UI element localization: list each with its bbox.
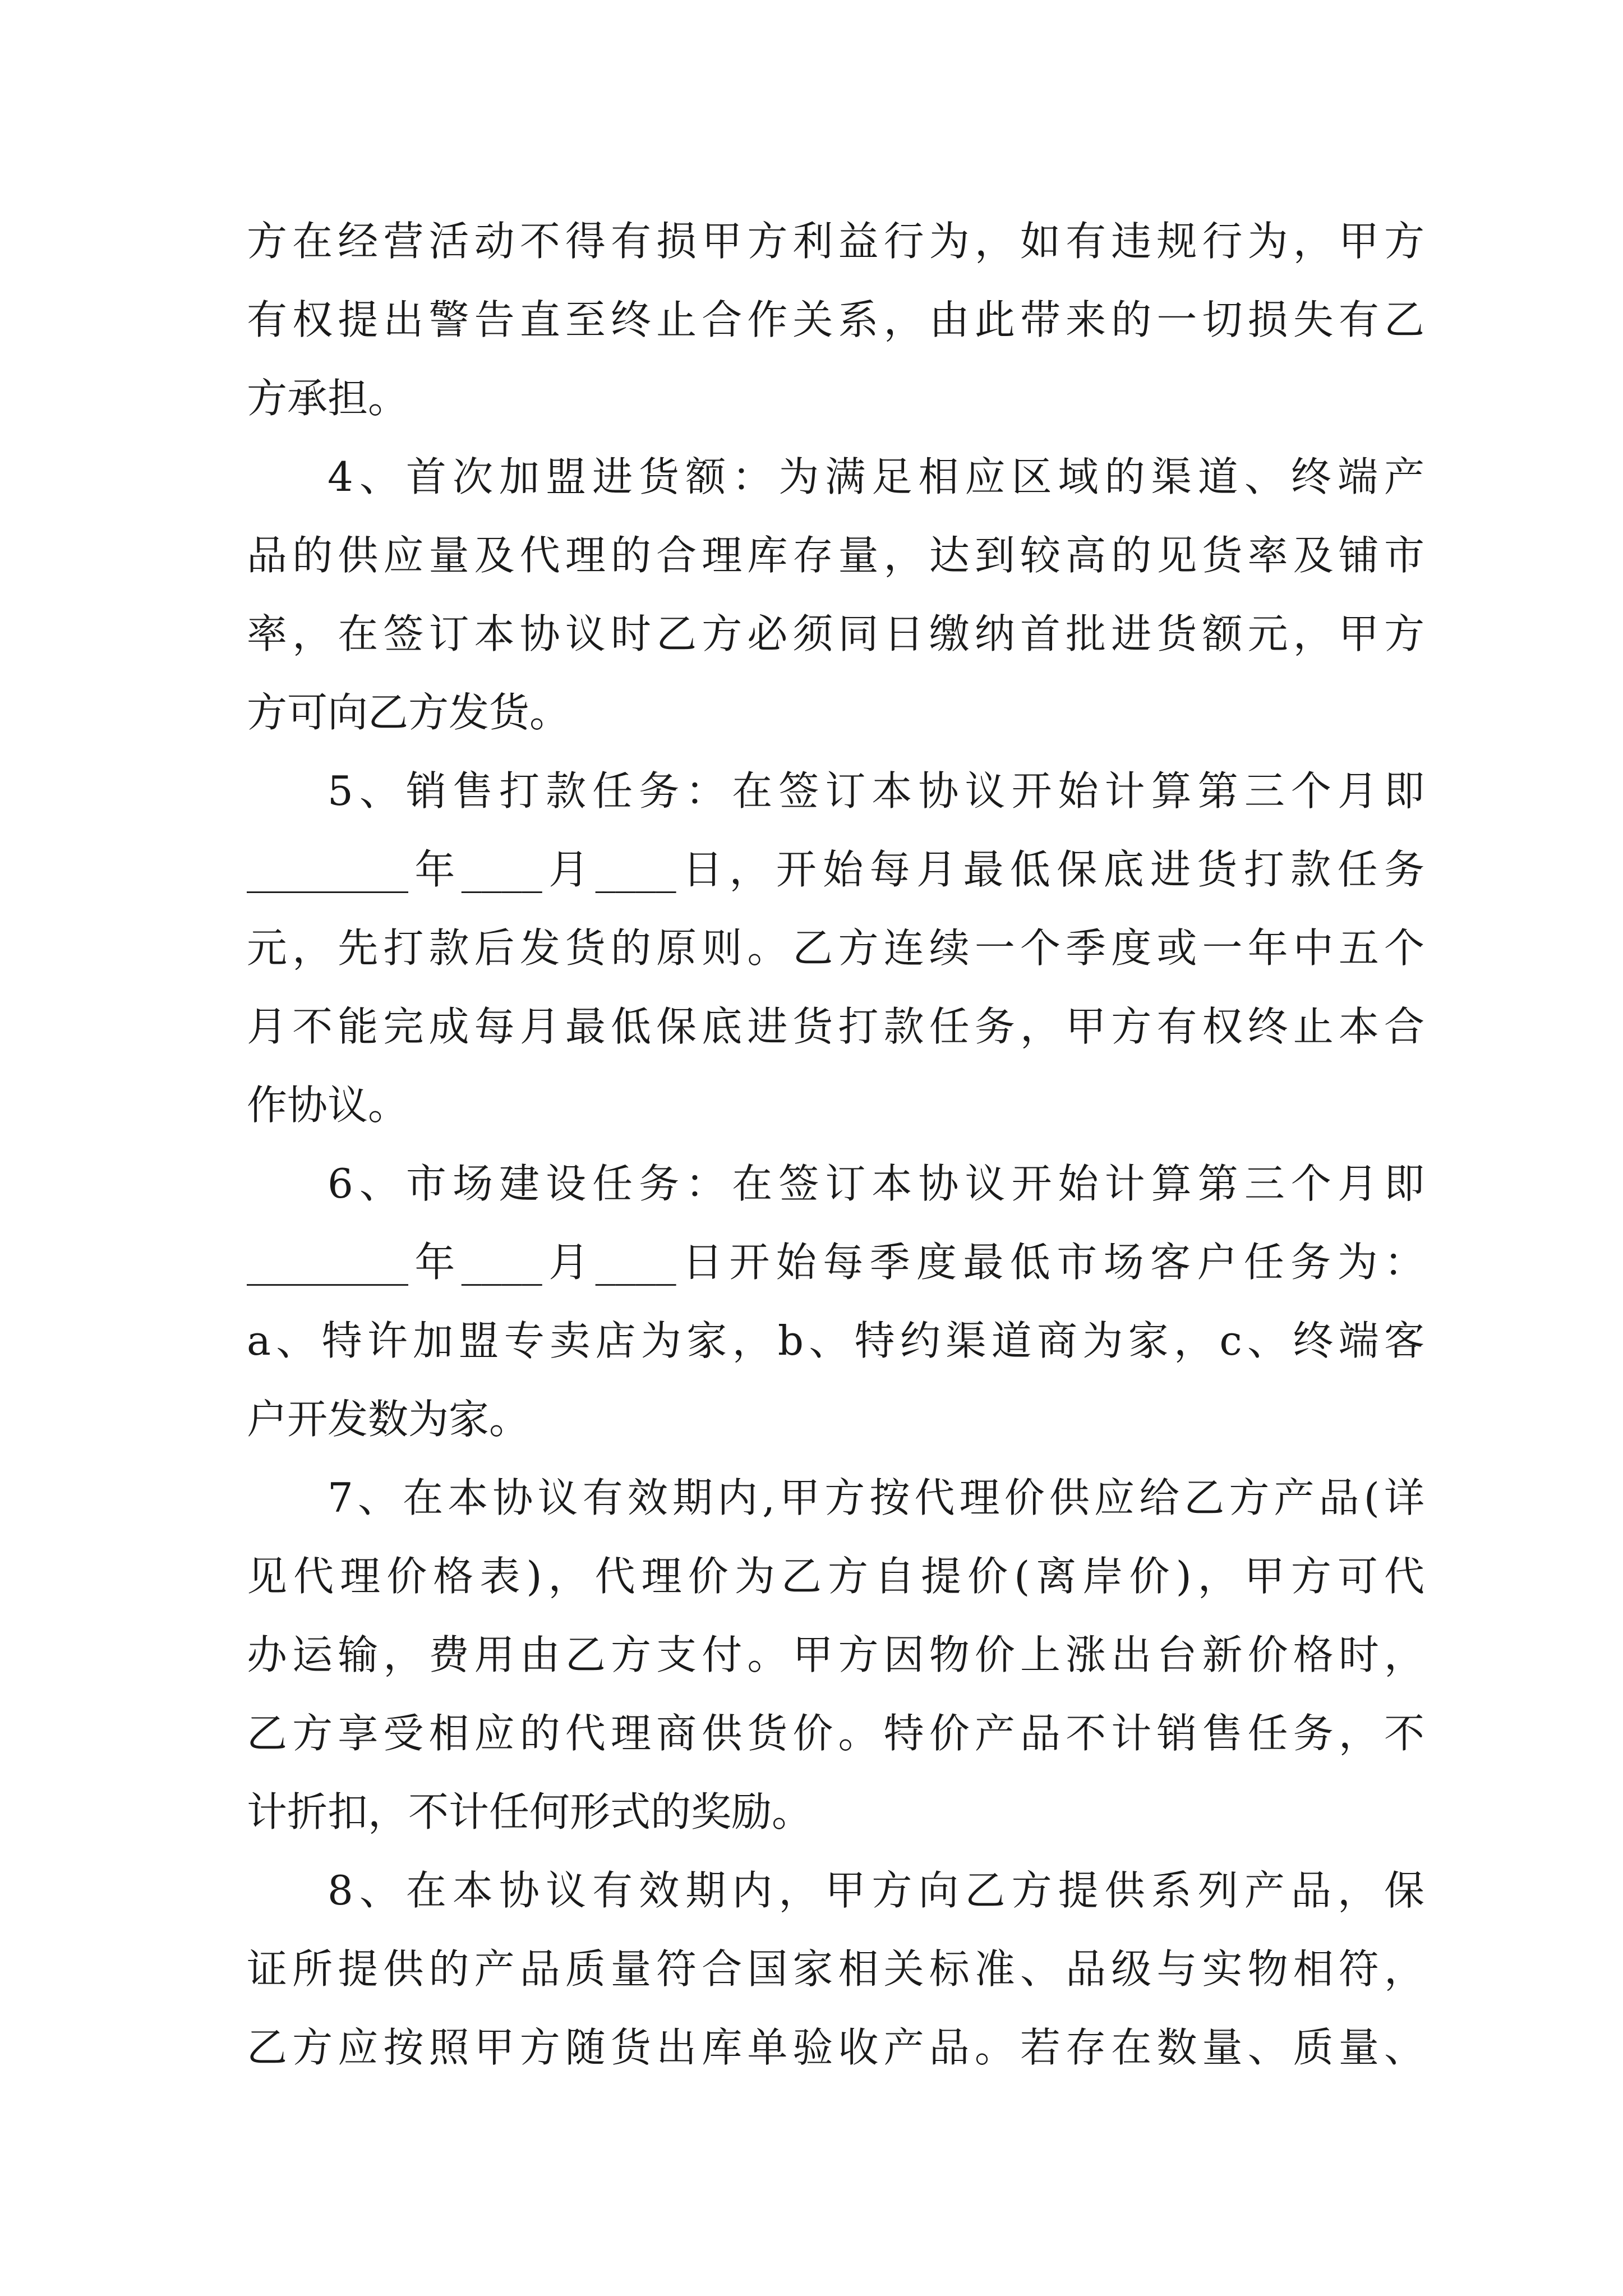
document-body bbox=[247, 202, 1424, 2087]
text-line: 证所提供的产品质量符合国家相关标准、品级与实物相符， bbox=[247, 1945, 1424, 1993]
text-line: 作协议。 bbox=[247, 1082, 409, 1129]
text-line: 户开发数为家。 bbox=[247, 1396, 530, 1443]
text-line: 乙方享受相应的代理商供货价。特价产品不计销售任务，不 bbox=[247, 1710, 1424, 1757]
text-line: 计折扣，不计任何形式的奖励。 bbox=[247, 1788, 813, 1835]
text-line: ________年____月____日开始每季度最低市场客户任务为： bbox=[247, 1239, 1424, 1286]
text-line: 办运输，费用由乙方支付。甲方因物价上涨出台新价格时， bbox=[247, 1631, 1424, 1678]
text-line: 乙方应按照甲方随货出库单验收产品。若存在数量、质量、 bbox=[247, 2024, 1424, 2071]
text-line: 7、在本协议有效期内,甲方按代理价供应给乙方产品(详 bbox=[328, 1474, 1424, 1521]
text-line: ________年____月____日，开始每月最低保底进货打款任务 bbox=[247, 846, 1424, 893]
text-line: 方在经营活动不得有损甲方利益行为，如有违规行为，甲方 bbox=[247, 218, 1424, 265]
text-line: 率，在签订本协议时乙方必须同日缴纳首批进货额元，甲方 bbox=[247, 610, 1424, 657]
text-line: 有权提出警告直至终止合作关系，由此带来的一切损失有乙 bbox=[247, 296, 1424, 343]
text-line: 4、首次加盟进货额：为满足相应区域的渠道、终端产 bbox=[328, 453, 1424, 500]
text-line: 方可向乙方发货。 bbox=[247, 689, 570, 736]
text-line: 8、在本协议有效期内，甲方向乙方提供系列产品，保 bbox=[328, 1867, 1424, 1914]
text-line: 5、销售打款任务：在签订本协议开始计算第三个月即 bbox=[328, 767, 1424, 815]
text-line: 月不能完成每月最低保底进货打款任务，甲方有权终止本合 bbox=[247, 1003, 1424, 1050]
text-line: a、特许加盟专卖店为家，b、特约渠道商为家，c、终端客 bbox=[247, 1317, 1424, 1364]
text-line: 方承担。 bbox=[247, 375, 409, 422]
text-line: 见代理价格表)，代理价为乙方自提价(离岸价)，甲方可代 bbox=[247, 1553, 1424, 1600]
text-line: 元，先打款后发货的原则。乙方连续一个季度或一年中五个 bbox=[247, 924, 1424, 972]
text-line: 6、市场建设任务：在签订本协议开始计算第三个月即 bbox=[328, 1160, 1424, 1207]
text-line: 品的供应量及代理的合理库存量，达到较高的见货率及铺市 bbox=[247, 532, 1424, 579]
